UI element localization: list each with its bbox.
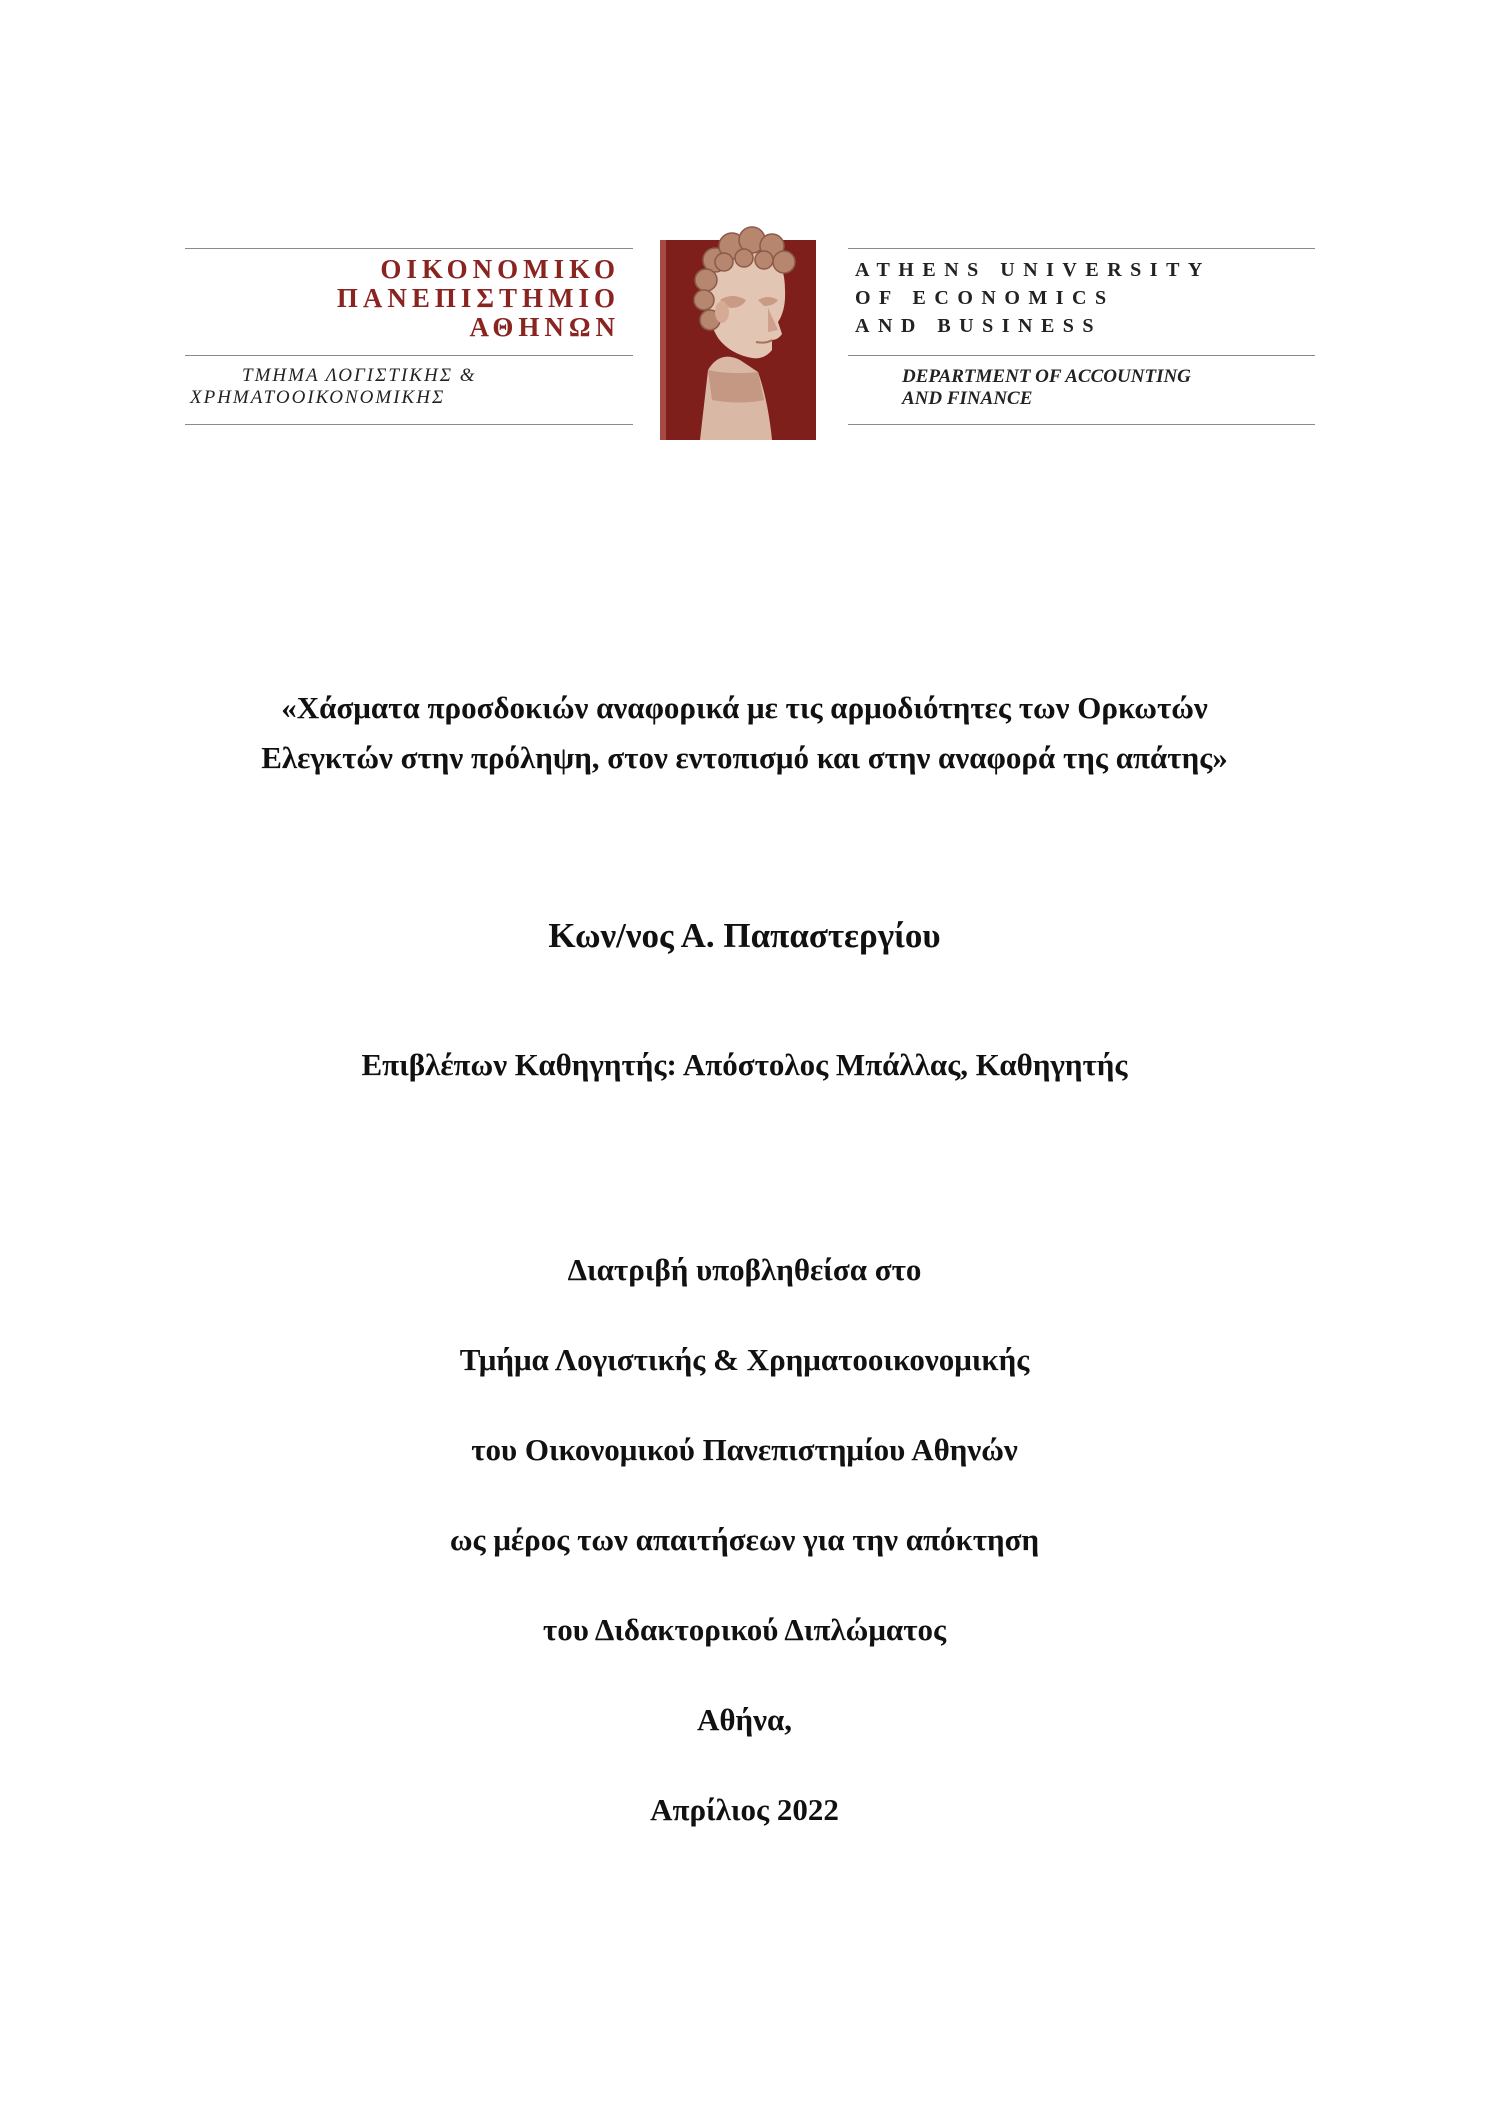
greek-department-name [190, 365, 610, 409]
submission-line: Τμήμα Λογιστικής & Χρηματοοικονομικής [459, 1342, 1030, 1377]
submission-line: του Οικονομικού Πανεπιστημίου Αθηνών [471, 1432, 1018, 1467]
greek-university-line: ΟΙΚΟΝΟΜΙΚΟ [380, 254, 620, 284]
date: Απρίλιος 2022 [650, 1792, 839, 1827]
supervisor-line: Επιβλέπων Καθηγητής: Απόστολος Μπάλλας, Καθηγητής [361, 1047, 1128, 1082]
english-university-line: OF ECONOMICS [855, 287, 1115, 309]
greek-department-line: ΧΡΗΜΑΤΟΟΙΚΟΝΟΜΙΚΗΣ [190, 387, 446, 408]
english-university-line: AND BUSINESS [855, 315, 1103, 337]
greek-university-line: ΑΘΗΝΩΝ [469, 312, 620, 342]
english-department-line: AND FINANCE [902, 388, 1033, 409]
submission-line: του Διδακτορικού Διπλώματος [542, 1612, 947, 1647]
hermes-head-emblem [660, 200, 820, 440]
right-bottom-rule [848, 424, 1315, 425]
english-department-name [902, 366, 1322, 410]
thesis-title-line: «Χάσματα προσδοκιών αναφορικά με τις αρμοδιότητες των Ορκωτών [281, 690, 1208, 725]
greek-department-line: ΤΜΗΜΑ ΛΟΓΙΣΤΙΚΗΣ & [242, 365, 477, 386]
thesis-title-line: Ελεγκτών στην πρόληψη, στον εντοπισμό και στην αναφορά της απάτης» [261, 740, 1228, 775]
left-middle-rule [185, 355, 633, 356]
author-name: Κων/νος Α. Παπαστεργίου [548, 916, 941, 955]
greek-university-name [185, 255, 620, 342]
right-top-rule [848, 248, 1315, 249]
english-university-name [855, 256, 1325, 340]
right-middle-rule [848, 355, 1315, 356]
english-department-line: DEPARTMENT OF ACCOUNTING [902, 366, 1191, 387]
left-bottom-rule [185, 424, 633, 425]
place: Αθήνα, [696, 1702, 793, 1737]
english-university-line: ATHENS UNIVERSITY [855, 259, 1211, 281]
left-top-rule [185, 248, 633, 249]
thesis-title [100, 683, 1389, 783]
submission-line: ως μέρος των απαιτήσεων για την απόκτηση [449, 1522, 1040, 1557]
university-logo-header [0, 0, 1489, 470]
greek-university-line: ΠΑΝΕΠΙΣΤΗΜΙΟ [336, 283, 620, 313]
submission-line: Διατριβή υποβληθείσα στο [567, 1252, 922, 1287]
